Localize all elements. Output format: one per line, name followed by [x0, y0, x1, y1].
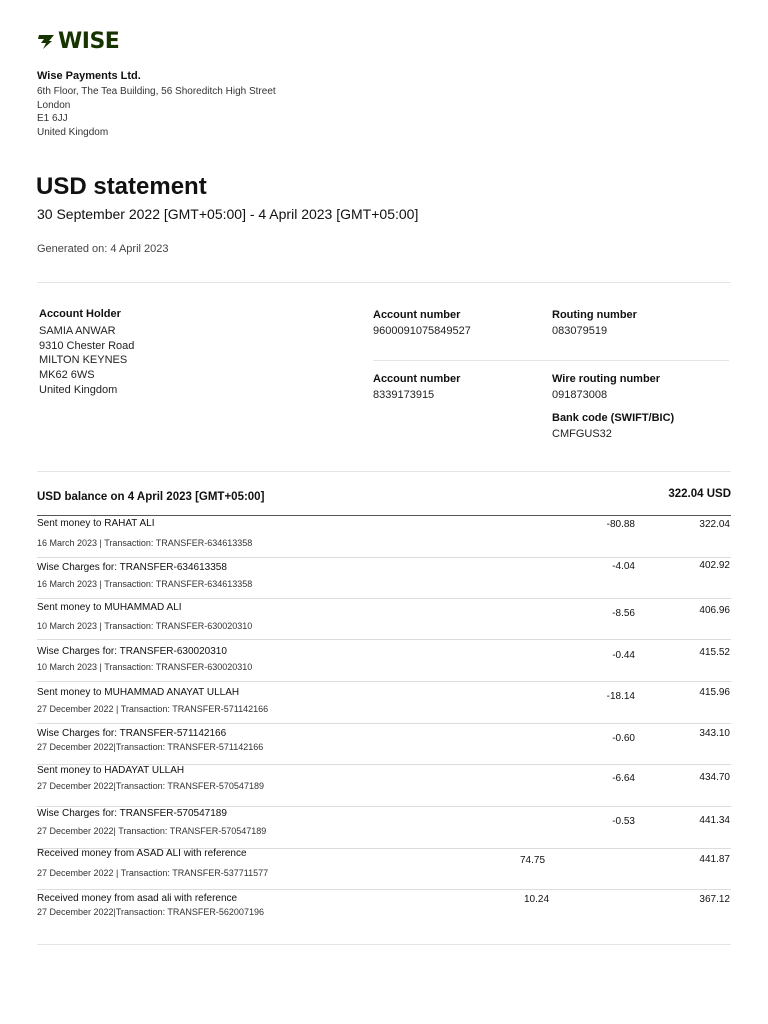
- divider: [37, 282, 731, 283]
- routing-number-label: Routing number: [552, 309, 637, 321]
- transaction-meta: 16 March 2023 | Transaction: TRANSFER-634613358: [37, 579, 253, 589]
- transaction-amount-out: -6.64: [612, 773, 635, 784]
- transaction-row: [37, 807, 731, 849]
- transaction-meta: 27 December 2022|Transaction: TRANSFER-562007196: [37, 907, 264, 917]
- transaction-row: [37, 724, 731, 765]
- transaction-balance: 322.04: [699, 519, 730, 530]
- routing-number-value: 083079519: [552, 325, 608, 337]
- transaction-balance: 434.70: [699, 772, 730, 783]
- statement-title: USD statement: [36, 173, 207, 200]
- transaction-balance: 415.96: [699, 687, 730, 698]
- transaction-description: Sent money to HADAYAT ULLAH: [37, 765, 185, 776]
- balance-divider: [37, 515, 731, 516]
- holder-line: SAMIA ANWAR: [39, 325, 116, 337]
- account-number-value: 8339173915: [373, 389, 435, 401]
- wise-logo: [37, 29, 120, 54]
- transaction-balance: 367.12: [699, 894, 730, 905]
- divider: [373, 360, 729, 361]
- transaction-description: Sent money to MUHAMMAD ANAYAT ULLAH: [37, 687, 240, 698]
- transaction-meta: 27 December 2022 | Transaction: TRANSFER-571142166: [37, 704, 269, 714]
- transaction-balance: 406.96: [699, 605, 730, 616]
- wire-routing-block: [552, 373, 660, 401]
- transaction-description: Wise Charges for: TRANSFER-570547189: [37, 808, 227, 819]
- divider: [37, 471, 731, 472]
- transaction-amount-in: 10.24: [524, 894, 550, 905]
- company-address-line: 6th Floor, The Tea Building, 56 Shoreditch High Street: [37, 86, 276, 97]
- swift-value: CMFGUS32: [552, 428, 612, 440]
- transaction-row: [37, 599, 731, 640]
- company-address-line: E1 6JJ: [37, 113, 68, 124]
- holder-line: MILTON KEYNES: [39, 354, 128, 367]
- swift-label: Bank code (SWIFT/BIC): [552, 412, 675, 424]
- account-number-block: [373, 373, 460, 401]
- company-info: [37, 70, 276, 139]
- transaction-description: Received money from ASAD ALI with reference: [37, 848, 247, 859]
- transaction-meta: 27 December 2022|Transaction: TRANSFER-570547189: [37, 781, 264, 791]
- transaction-amount-out: -4.04: [612, 561, 635, 572]
- company-address-line: United Kingdom: [37, 126, 109, 138]
- transaction-amount-out: -8.56: [612, 608, 635, 619]
- transaction-amount-out: -0.60: [612, 733, 635, 744]
- balance-label: USD balance on 4 April 2023 [GMT+05:00]: [37, 491, 265, 503]
- transaction-amount-out: -18.14: [606, 691, 635, 702]
- transaction-row: [37, 518, 731, 558]
- transaction-balance: 402.92: [699, 560, 730, 571]
- wire-routing-label: Wire routing number: [552, 373, 661, 385]
- account-number-value: 9600091075849527: [373, 325, 471, 337]
- generated-date: Generated on: 4 April 2023: [37, 243, 169, 255]
- account-number-label: Account number: [373, 309, 461, 321]
- transaction-meta: 27 December 2022 | Transaction: TRANSFER-537711577: [37, 868, 269, 878]
- transaction-amount-in: 74.75: [520, 855, 546, 866]
- transaction-meta: 10 March 2023 | Transaction: TRANSFER-630020310: [37, 621, 253, 631]
- company-name: Wise Payments Ltd.: [37, 70, 141, 82]
- divider: [37, 944, 731, 945]
- statement-period: 30 September 2022 [GMT+05:00] - 4 April 2023 [GMT+05:00]: [37, 206, 419, 222]
- transaction-meta: 27 December 2022| Transaction: TRANSFER-570547189: [37, 826, 267, 836]
- account-holder: [39, 308, 134, 398]
- transaction-row: [37, 849, 731, 890]
- transaction-row: [37, 558, 731, 599]
- account-holder-label: Account Holder: [39, 308, 121, 320]
- transaction-balance: 415.52: [699, 647, 730, 658]
- account-number-block: [373, 309, 471, 337]
- holder-line: MK62 6WS: [39, 369, 95, 382]
- transaction-row: [37, 890, 731, 930]
- transaction-description: Sent money to RAHAT ALI: [37, 518, 155, 529]
- flag-icon: [37, 33, 57, 51]
- routing-number-block: [552, 309, 637, 337]
- transaction-amount-out: -80.88: [606, 519, 635, 530]
- logo-text: WISE: [58, 29, 120, 54]
- transaction-row: [37, 640, 731, 682]
- wire-routing-value: 091873008: [552, 389, 608, 401]
- transaction-meta: 16 March 2023 | Transaction: TRANSFER-634613358: [37, 538, 253, 548]
- holder-line: United Kingdom: [39, 383, 118, 396]
- transaction-amount-out: -0.44: [612, 650, 635, 661]
- transaction-row: [37, 765, 731, 807]
- transaction-balance: 441.34: [699, 815, 730, 826]
- balance-amount: 322.04 USD: [668, 488, 731, 500]
- transaction-row: [37, 682, 731, 724]
- transaction-balance: 343.10: [699, 728, 730, 739]
- transaction-balance: 441.87: [699, 854, 730, 865]
- transaction-description: Received money from asad ali with reference: [37, 893, 238, 904]
- transaction-meta: 10 March 2023 | Transaction: TRANSFER-630020310: [37, 662, 253, 672]
- transaction-meta: 27 December 2022|Transaction: TRANSFER-571142166: [37, 742, 264, 752]
- swift-block: [552, 412, 674, 440]
- transaction-amount-out: -0.53: [612, 816, 635, 827]
- transaction-description: Wise Charges for: TRANSFER-571142166: [37, 728, 227, 739]
- transaction-description: Wise Charges for: TRANSFER-634613358: [37, 562, 227, 573]
- transaction-description: Sent money to MUHAMMAD ALI: [37, 602, 182, 613]
- holder-line: 9310 Chester Road: [39, 339, 135, 352]
- account-number-label: Account number: [373, 373, 461, 385]
- company-address-line: London: [37, 99, 71, 111]
- transaction-description: Wise Charges for: TRANSFER-630020310: [37, 646, 227, 657]
